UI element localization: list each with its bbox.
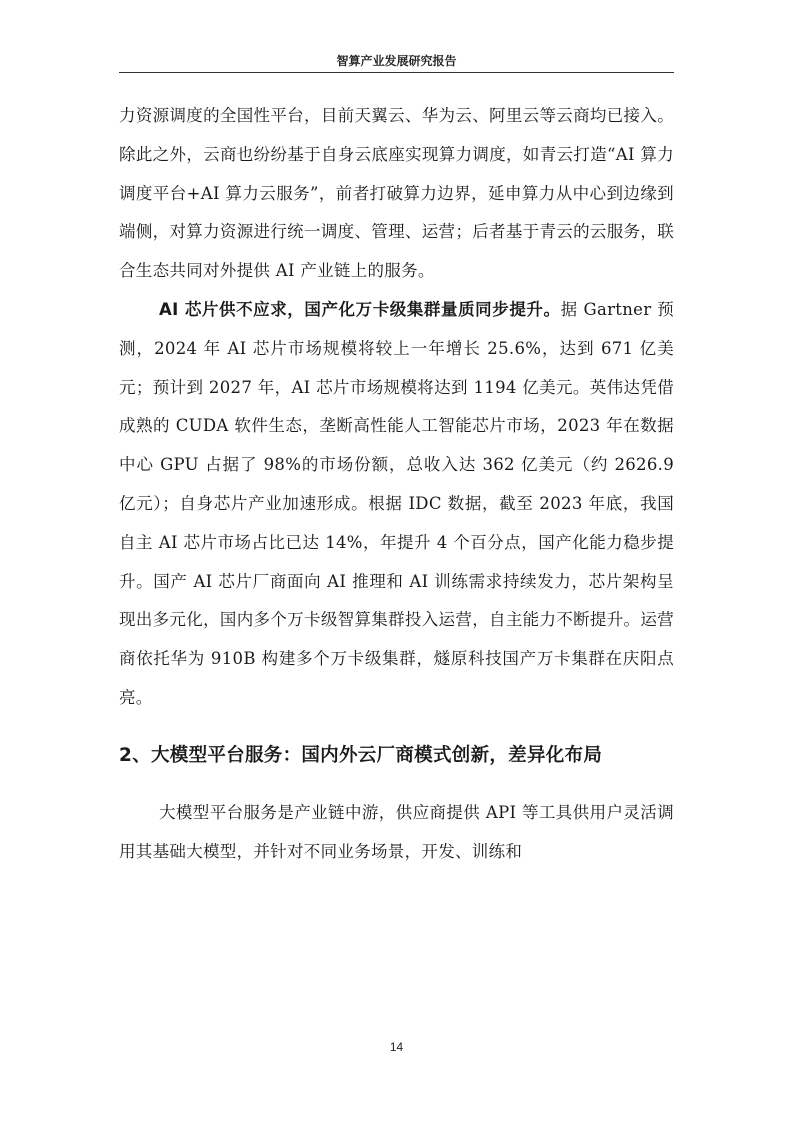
document-body — [119, 97, 674, 871]
paragraph-compute-scheduling: 力资源调度的全国性平台，目前天翼云、华为云、阿里云等云商均已接入。除此之外，云商也纷纷基于自身云底座实现算力调度，如青云打造“AI 算力调度平台+AI 算力云服务”，前者打破算力边界，延申算力从中心到边缘到端侧，对算力资源进行统一调度、管理、运营；后者基于青云的云服务，联合生态共同对外提供 AI 产业链上的服务。 — [119, 106, 674, 281]
paragraph-ai-chips — [119, 291, 674, 718]
paragraph-model-platform: 大模型平台服务是产业链中游，供应商提供 API 等工具供用户灵活调用其基础大模型，并针对不同业务场景，开发、训练和 — [119, 802, 674, 861]
paragraph-body-text: 据 Gartner 预测，2024 年 AI 芯片市场规模将较上一年增长 25.6%，达到 671 亿美元；预计到 2027 年，AI 芯片市场规模将达到 1194 亿美元。英伟达凭借成熟的 CUDA 软件生态，垄断高性能人工智能芯片市场，2023 年在数据中心 GPU 占据了 98%的市场份额，总收入达 362 亿美元（约 2626.9 亿元）；自身芯片产业加速形成。根据 IDC 数据，截至 2023 年底，我国自主 AI 芯片市场占比已达 14%，年提升 4 个百分点，国产化能力稳步提升。国产 AI 芯片厂商面向 AI 推理和 AI 训练需求持续发力，芯片架构呈现出多元化，国内多个万卡级智算集群投入运营，自主能力不断提升。运营商依托华为 910B 构建多个万卡级集群，燧原科技国产万卡集群在庆阳点亮。 — [119, 299, 675, 707]
page-number: 14 — [389, 1040, 404, 1054]
page-header-title: 智算产业发展研究报告 — [336, 54, 457, 68]
header-divider — [119, 72, 674, 73]
section-heading: 2、大模型平台服务：国内外云厂商模式创新，差异化布局 — [119, 744, 603, 766]
paragraph-lead-sentence: AI 芯片供不应求，国产化万卡级集群量质同步提升。 — [159, 299, 561, 319]
